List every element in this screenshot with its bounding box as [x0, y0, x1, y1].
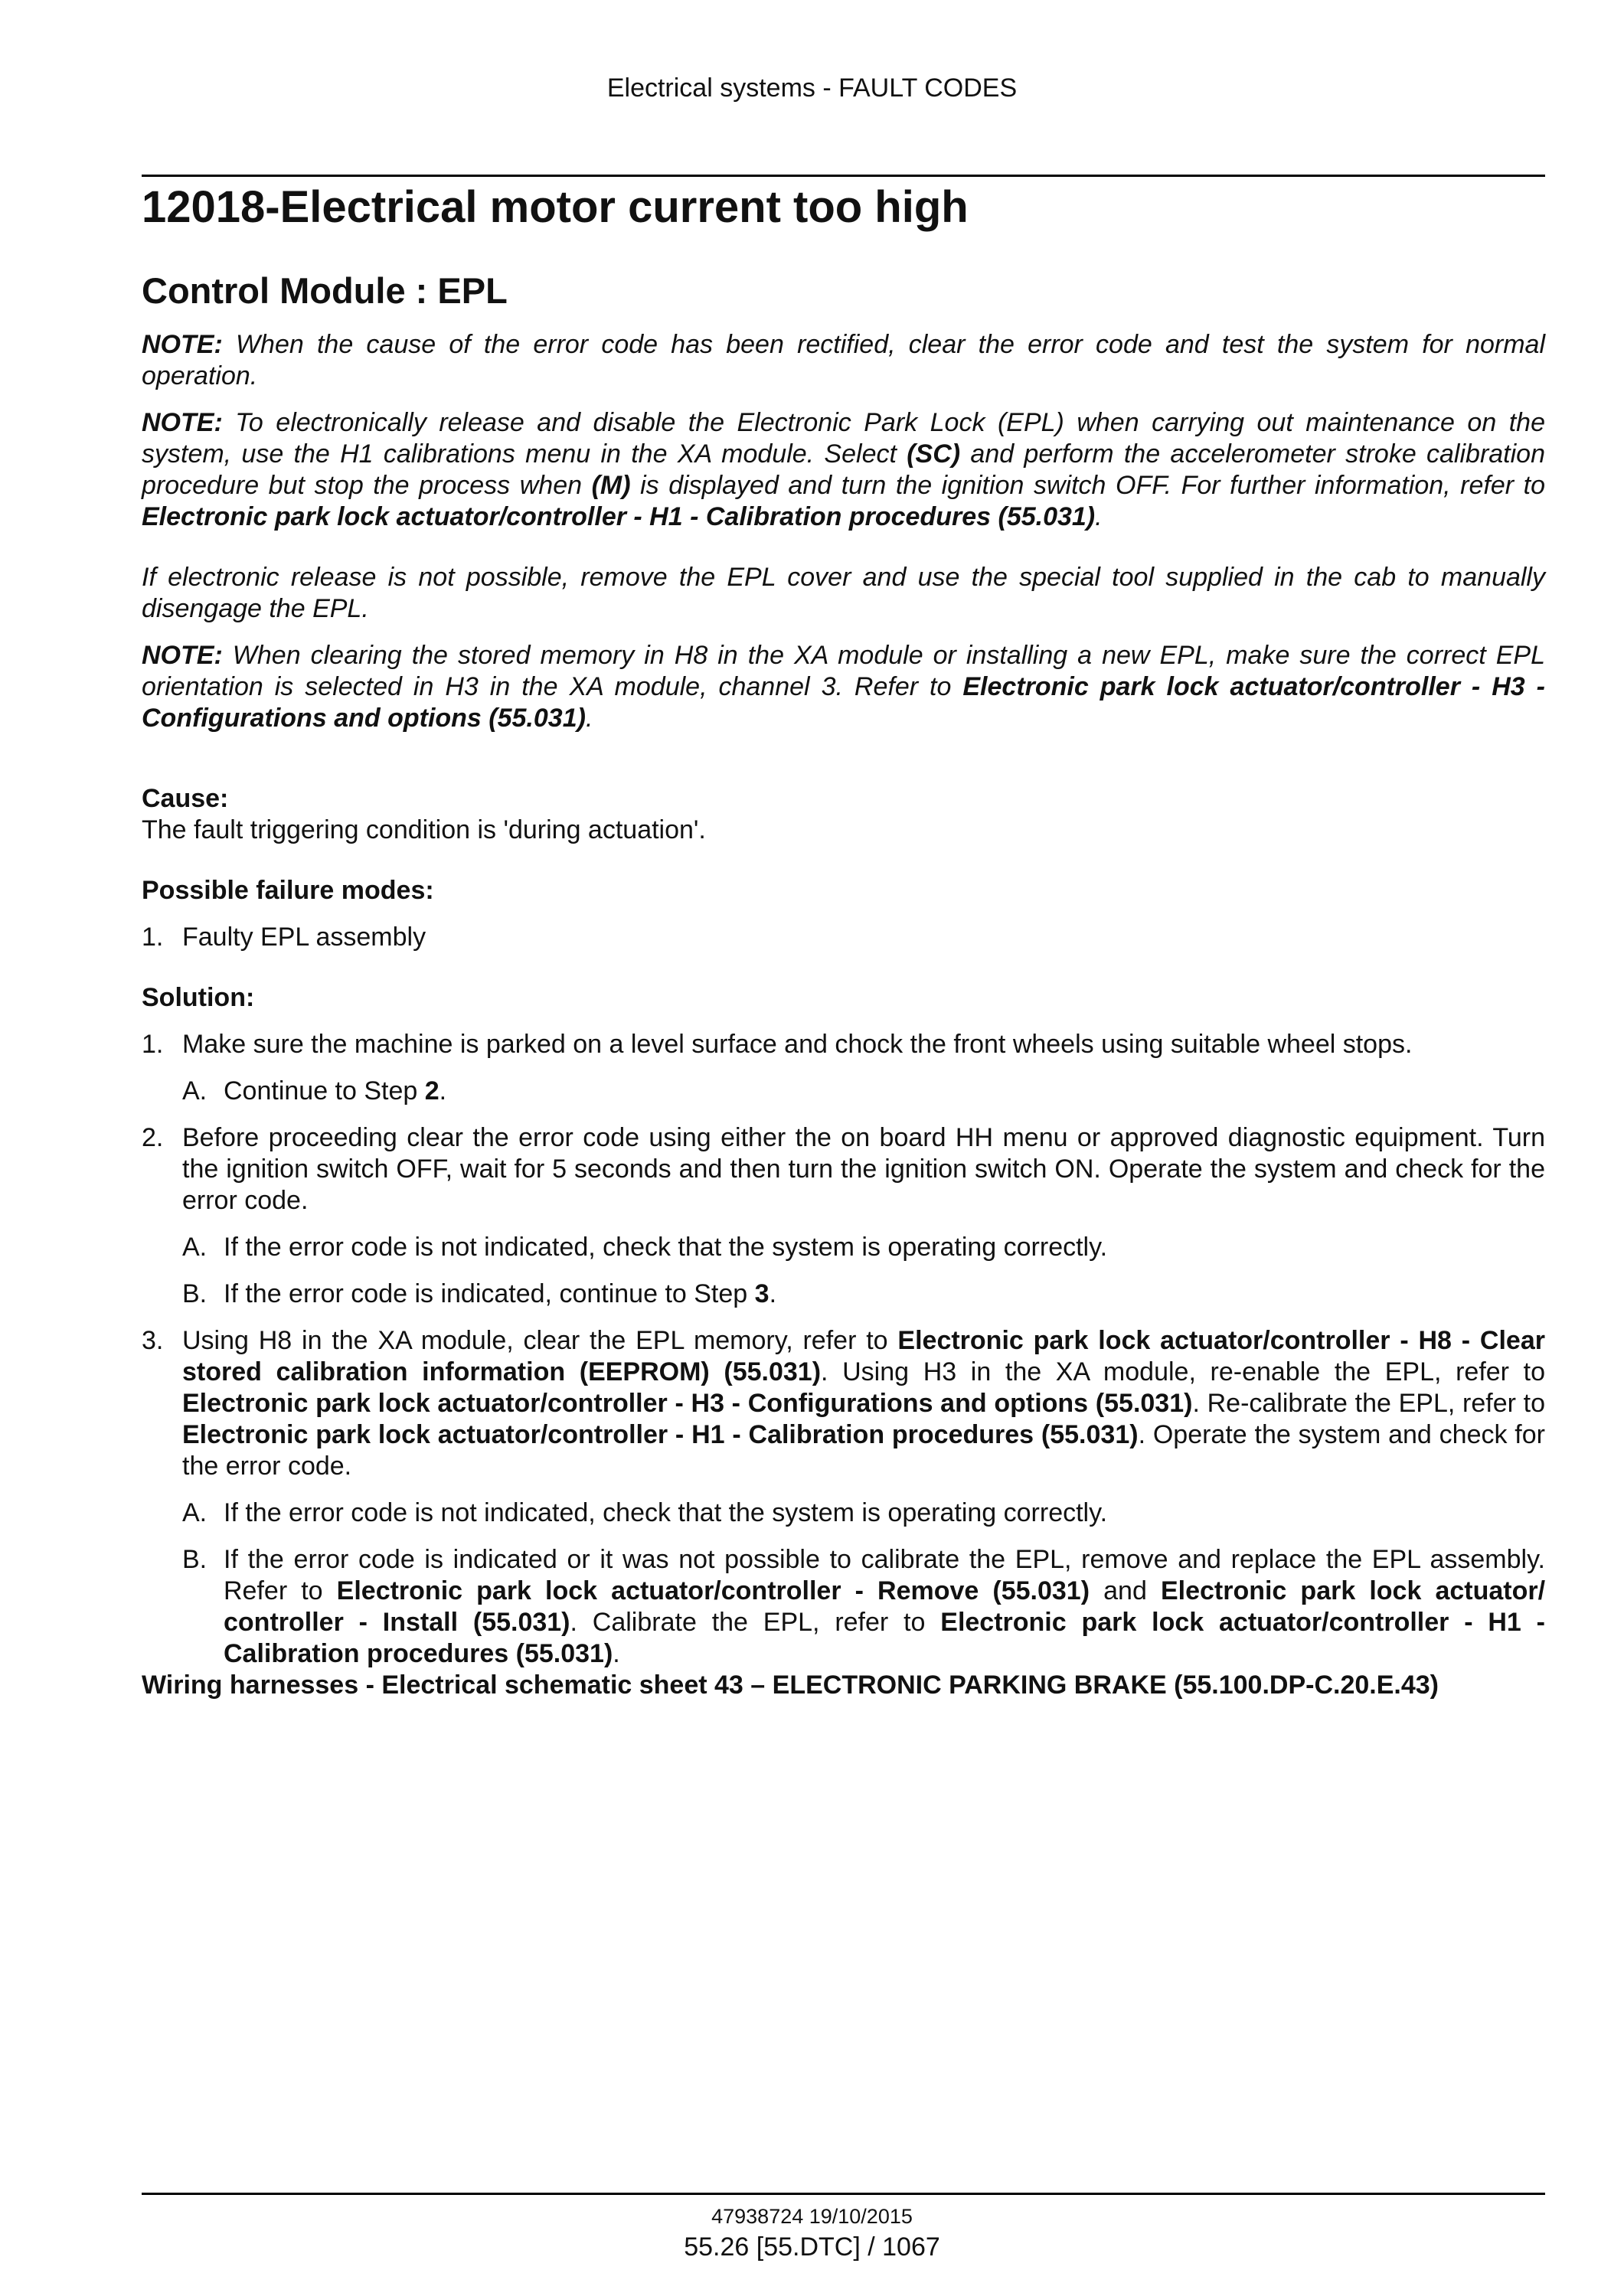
substep-text: . — [439, 1076, 447, 1106]
wiring-schematic-reference: Wiring harnesses - Electrical schematic sheet 43 – ELECTRONIC PARKING BRAKE (55.100.DP-C.20.E.43) — [142, 1671, 1439, 1700]
substep-letter: A. — [182, 1498, 207, 1527]
step-text: . Operate the system and check for the error code. — [182, 1420, 1545, 1481]
solution-step-2-a — [142, 1232, 1545, 1263]
footer-document-id: 47938724 19/10/2015 — [711, 2205, 913, 2228]
substep-text: . — [769, 1279, 777, 1308]
solution-step-1 — [142, 1029, 1545, 1060]
substep-text: . Calibrate the EPL, refer to — [570, 1608, 941, 1637]
reference-link: Electronic park lock actuator/controller - H8 - Clear stored calibration information (EEPROM) (55.031) — [182, 1326, 1545, 1386]
note-text: . — [1095, 502, 1103, 531]
note-release-epl — [142, 407, 1545, 533]
step-text: Make sure the machine is parked on a level surface and chock the front wheels using suitable wheel stops. — [182, 1030, 1413, 1059]
substep-text: If the error code is not indicated, check that the system is operating correctly. — [224, 1498, 1108, 1527]
cause-heading: Cause: — [142, 784, 229, 813]
manual-release-text: If electronic release is not possible, remove the EPL cover and use the special tool supplied in the cab to manually disengage the EPL. — [142, 563, 1545, 623]
step-number: 3. — [142, 1326, 164, 1355]
substep-text: . — [613, 1639, 620, 1668]
substep-text: and — [1090, 1576, 1161, 1605]
reference-link: Electronic park lock actuator/controller - H1 - Calibration procedures (55.031) — [142, 502, 1096, 531]
item-text: Faulty EPL assembly — [182, 923, 426, 952]
solution-heading: Solution: — [142, 983, 255, 1012]
substep-text: If the error code is indicated or it was not possible to calibrate the EPL, remove and replace the EPL assembly. Refer to — [224, 1545, 1545, 1605]
failure-modes-heading: Possible failure modes: — [142, 876, 434, 905]
note-text: and perform the accelerometer stroke calibration procedure but stop the process when — [142, 439, 1545, 500]
header-rule — [142, 175, 1545, 177]
note-text: is displayed and turn the ignition switch OFF. For further information, refer to — [630, 471, 1545, 500]
list-item — [142, 922, 1545, 953]
solution-step-2 — [142, 1122, 1545, 1217]
item-number: 1. — [142, 923, 164, 952]
substep-letter: B. — [182, 1545, 207, 1574]
note-rectified — [142, 329, 1545, 392]
footer-rule — [142, 2193, 1545, 2195]
cause-text: The fault triggering condition is 'during actuation'. — [142, 815, 706, 844]
solution-step-3 — [142, 1325, 1545, 1482]
note-text: . — [585, 704, 593, 733]
m-indicator: (M) — [591, 471, 631, 500]
control-module-heading: Control Module : EPL — [142, 270, 508, 311]
step-text: Using H8 in the XA module, clear the EPL memory, refer to — [182, 1326, 898, 1355]
solution-step-3-b — [142, 1544, 1545, 1670]
reference-link: Electronic park lock actuator/controller - H1 - Calibration procedures (55.031) — [182, 1420, 1139, 1449]
note-clearing-memory — [142, 640, 1545, 734]
note-label: NOTE: — [142, 641, 223, 670]
step-ref: 3 — [754, 1279, 770, 1308]
reference-link: Electronic park lock actuator/controller - H1 - Calibration procedures (55.031) — [224, 1608, 1545, 1668]
note-text: To electronically release and disable the Electronic Park Lock (EPL) when carrying out maintenance on the system, use the H1 calibrations menu in the XA module. Select — [142, 408, 1545, 469]
page-content — [142, 181, 1545, 1701]
note-label: NOTE: — [142, 330, 223, 359]
note-label: NOTE: — [142, 408, 223, 437]
footer-page-number: 55.26 [55.DTC] / 1067 — [684, 2232, 940, 2262]
substep-text: If the error code is not indicated, check that the system is operating correctly. — [224, 1233, 1108, 1262]
solution-step-2-b — [142, 1279, 1545, 1310]
substep-text: Continue to Step — [224, 1076, 425, 1106]
reference-link: Electronic park lock actuator/controller - Remove (55.031) — [336, 1576, 1090, 1605]
reference-link: Electronic park lock actuator/controller - H3 - Configurations and options (55.031) — [142, 672, 1545, 733]
substep-text: If the error code is indicated, continue to Step — [224, 1279, 755, 1308]
note-text: When the cause of the error code has been rectified, clear the error code and test the system for normal operation. — [142, 330, 1545, 390]
solution-step-1-a — [142, 1076, 1545, 1107]
running-header: Electrical systems - FAULT CODES — [606, 73, 1018, 103]
step-text: . Using H3 in the XA module, re-enable the EPL, refer to — [821, 1357, 1545, 1386]
sc-option: (SC) — [907, 439, 961, 469]
reference-link: Electronic park lock actuator/controller - H3 - Configurations and options (55.031) — [182, 1389, 1193, 1418]
step-number: 2. — [142, 1123, 164, 1152]
substep-letter: A. — [182, 1233, 207, 1262]
page-title: 12018-Electrical motor current too high — [142, 182, 969, 232]
step-number: 1. — [142, 1030, 164, 1059]
step-text: . Re-calibrate the EPL, refer to — [1192, 1389, 1545, 1418]
reference-link: Electronic park lock actuator/ controller - Install (55.031) — [224, 1576, 1546, 1637]
step-text: Before proceeding clear the error code using either the on board HH menu or approved diagnostic equipment. Turn the ignition switch OFF, wait for 5 seconds and then turn the ignition switch ON. Operate the system and check for the error code. — [182, 1123, 1545, 1215]
solution-step-3-a — [142, 1497, 1545, 1529]
note-text: When clearing the stored memory in H8 in the XA module or installing a new EPL, make sure the correct EPL orientation is selected in H3 in the XA module, channel 3. Refer to — [142, 641, 1545, 701]
substep-letter: A. — [182, 1076, 207, 1106]
substep-letter: B. — [182, 1279, 207, 1308]
step-ref: 2 — [424, 1076, 439, 1106]
